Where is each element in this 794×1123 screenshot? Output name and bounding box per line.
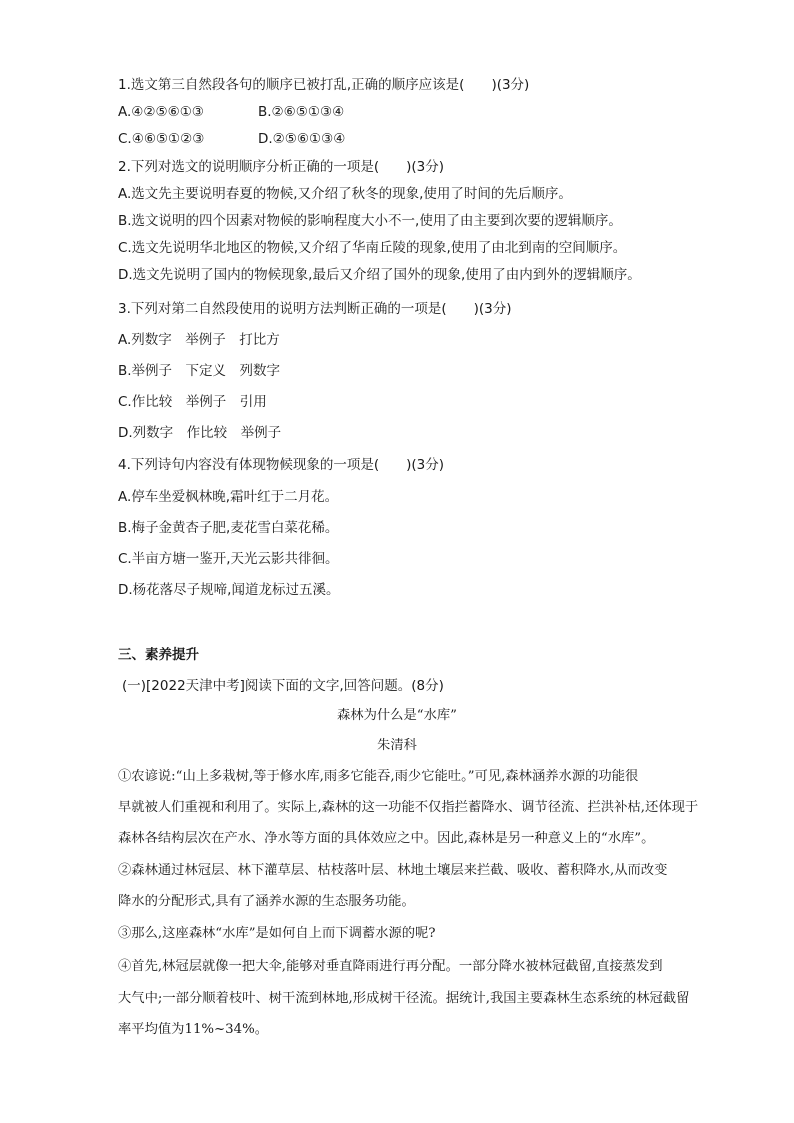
q1-option-a: A.④②⑤⑥①③ [118,104,204,120]
article-title: 森林为什么是“水库” [337,708,457,723]
article-p1-line2: 早就被人们重视和利用了。实际上,森林的这一功能不仅指拦蓄降水、调节径流、拦洪补枯,还体现于 [118,800,699,815]
q3-option-b: B.举例子 下定义 列数字 [118,363,281,379]
q3-option-a: A.列数字 举例子 打比方 [118,332,280,348]
q1-option-b: B.②⑥⑤①③④ [258,104,345,120]
q4-option-c: C.半亩方塘一鉴开,天光云影共徘徊。 [118,551,339,567]
q4-option-a: A.停车坐爱枫林晚,霜叶红于二月花。 [118,489,339,505]
q1-option-c: C.④⑥⑤①②③ [118,131,205,147]
q1-options-row1 [118,103,345,121]
q2-option-b: B.选文说明的四个因素对物候的影响程度大小不一,使用了由主要到次要的逻辑顺序。 [118,213,622,229]
q2-option-a: A.选文先主要说明春夏的物候,又介绍了秋冬的现象,使用了时间的先后顺序。 [118,186,572,202]
article-p4-line2: 大气中;一部分顺着枝叶、树干流到林地,形成树干径流。据统计,我国主要森林生态系统的林冠截留 [118,991,690,1006]
q3-option-d: D.列数字 作比较 举例子 [118,425,282,441]
q2-option-c: C.选文先说明华北地区的物候,又介绍了华南丘陵的现象,使用了由北到南的空间顺序。 [118,240,627,256]
q4-stem: 4.下列诗句内容没有体现物候现象的一项是( )(3分) [118,457,445,473]
q1-options-row2 [118,130,346,148]
q4-option-b: B.梅子金黄杏子肥,麦花雪白菜花稀。 [118,520,339,536]
article-p2-line1: ②森林通过林冠层、林下灌草层、枯枝落叶层、林地土壤层来拦截、吸收、蓄积降水,从而改变 [118,863,668,878]
q4-option-d: D.杨花落尽子规啼,闻道龙标过五溪。 [118,582,340,598]
q2-option-d: D.选文先说明了国内的物候现象,最后又介绍了国外的现象,使用了由内到外的逻辑顺序。 [118,267,641,283]
article-p4-line3: 率平均值为11%~34%。 [118,1022,269,1037]
q1-option-d: D.②⑤⑥①③④ [258,131,346,147]
article-p4-line1: ④首先,林冠层就像一把大伞,能够对垂直降雨进行再分配。一部分降水被林冠截留,直接蒸发到 [118,959,663,974]
q1-stem: 1.选文第三自然段各句的顺序已被打乱,正确的顺序应该是( )(3分) [118,77,530,93]
article-p1-line1: ①农谚说:“山上多栽树,等于修水库,雨多它能吞,雨少它能吐。”可见,森林涵养水源的功能很 [118,769,639,784]
q2-stem: 2.下列对选文的说明顺序分析正确的一项是( )(3分) [118,159,445,175]
article-p1-line3: 森林各结构层次在产水、净水等方面的具体效应之中。因此,森林是另一种意义上的“水库”。 [118,831,655,846]
q3-option-c: C.作比较 举例子 引用 [118,394,267,410]
section-intro: (一)[2022天津中考]阅读下面的文字,回答问题。(8分) [122,678,444,694]
section-heading: 三、素养提升 [118,647,199,663]
q3-stem: 3.下列对第二自然段使用的说明方法判断正确的一项是( )(3分) [118,301,512,317]
article-author: 朱清科 [377,738,417,753]
article-p3-line1: ③那么,这座森林“水库”是如何自上而下调蓄水源的呢? [118,926,436,941]
article-p2-line2: 降水的分配形式,具有了涵养水源的生态服务功能。 [118,894,415,909]
